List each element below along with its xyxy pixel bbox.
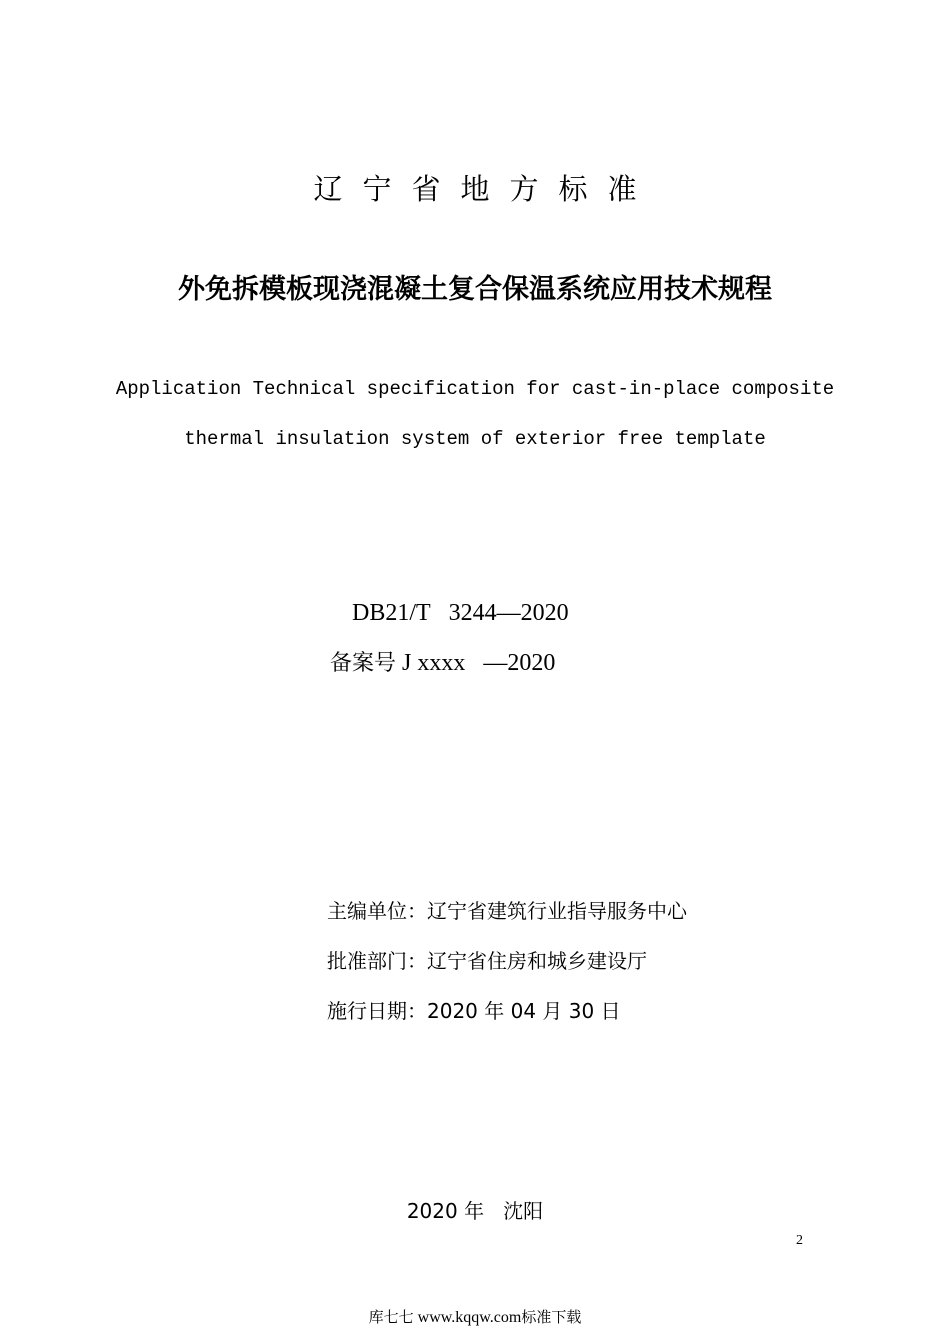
document-title-chinese: 外免拆模板现浇混凝土复合保温系统应用技术规程 [178, 274, 772, 305]
filing-number-value: J xxxx —2020 [396, 650, 556, 676]
publication-year-place: 2020 年 沈阳 [406, 1199, 544, 1223]
editor-unit: 主编单位：辽宁省建筑行业指导服务中心 [327, 899, 687, 923]
document-title-english-line-1: Application Technical specification for cast-in-place composite [115, 378, 835, 400]
footer-watermark [0, 1306, 950, 1329]
filing-number-label: 备案号 [330, 651, 397, 676]
filing-number [330, 648, 555, 679]
footer-site-prefix: 库七七 [368, 1308, 414, 1326]
page-number: 2 [796, 1233, 803, 1248]
document-title-english-line-2: thermal insulation system of exterior free template [184, 428, 766, 450]
approval-department: 批准部门：辽宁省住房和城乡建设厅 [327, 949, 647, 973]
footer-site-url[interactable]: www.kqqw.com [413, 1309, 522, 1326]
standard-category: 辽宁省地方标准 [313, 172, 657, 206]
footer-site-suffix: 标准下载 [521, 1308, 582, 1326]
standard-code: DB21/T 3244—2020 [352, 600, 569, 626]
effective-date: 施行日期：2020 年 04 月 30 日 [327, 999, 621, 1023]
